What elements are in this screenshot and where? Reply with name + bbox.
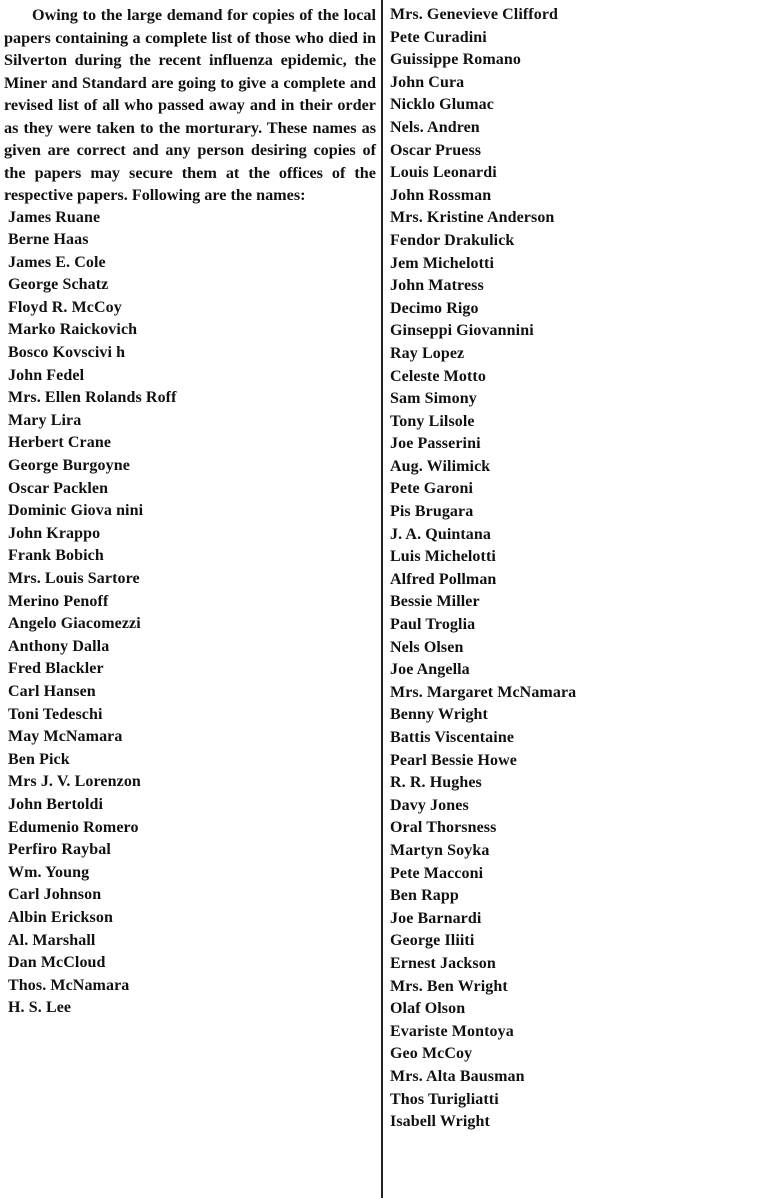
name-entry: John Bertoldi [8, 795, 104, 813]
name-entry: Ben Pick [8, 750, 70, 768]
name-entry: Guissippe Romano [390, 51, 521, 69]
name-entry: Evariste Montoya [390, 1022, 514, 1040]
name-entry: Alfred Pollman [390, 570, 497, 588]
left-column [4, 4, 376, 1020]
column-divider [381, 0, 383, 1198]
name-entry: Oscar Pruess [390, 141, 482, 159]
name-entry: Ray Lopez [390, 344, 465, 362]
name-entry: Thos. McNamara [8, 976, 130, 994]
name-entry: Wm. Young [8, 863, 90, 881]
name-entry: Sam Simony [390, 390, 477, 408]
name-entry: Isabell Wright [390, 1113, 490, 1131]
name-entry: Ginseppi Giovannini [390, 322, 534, 340]
name-entry: James Ruane [8, 208, 101, 226]
name-entry: Fred Blackler [8, 660, 104, 678]
name-entry: Aug. Wilimick [390, 457, 491, 475]
name-entry: Davy Jones [390, 796, 469, 814]
left-names-list [4, 207, 376, 1020]
name-entry: H. S. Lee [8, 999, 72, 1017]
name-entry: Mrs. Genevieve Clifford [390, 6, 559, 23]
name-entry: Fendor Drakulick [390, 231, 515, 249]
intro-paragraph [4, 4, 376, 207]
name-entry: Marko Raickovich [8, 321, 138, 339]
name-entry: Olaf Olson [390, 1000, 466, 1018]
name-entry: Oral Thorsness [390, 819, 497, 837]
name-entry: Bessie Miller [390, 593, 480, 611]
name-entry: Nels. Andren [390, 118, 480, 136]
name-entry: R. R. Hughes [390, 774, 482, 792]
name-entry: George Iliiti [390, 932, 475, 950]
name-entry: John Cura [390, 73, 465, 91]
right-names-list [388, 4, 760, 1134]
name-entry: Pis Brugara [390, 503, 474, 521]
name-entry: Tony Lilsole [390, 412, 475, 430]
name-entry: Paul Troglia [390, 616, 476, 634]
name-entry: Decimo Rigo [390, 299, 479, 317]
name-entry: Mrs. Ben Wright [390, 977, 508, 995]
name-entry: Herbert Crane [8, 434, 112, 452]
name-entry: John Krappo [8, 524, 101, 542]
name-entry: John Fedel [8, 366, 85, 384]
name-entry: George Schatz [8, 276, 109, 294]
name-entry: Perfiro Raybal [8, 841, 111, 859]
name-entry: Pete Garoni [390, 480, 474, 498]
right-column [388, 4, 760, 1134]
name-entry: Ernest Jackson [390, 954, 496, 972]
name-entry: Nicklo Glumac [390, 96, 494, 114]
name-entry: Louis Leonardi [390, 164, 497, 182]
name-entry: Bosco Kovscivi h [8, 344, 126, 362]
name-entry: Al. Marshall [8, 931, 96, 949]
name-entry: Benny Wright [390, 706, 488, 724]
name-entry: Pete Macconi [390, 864, 484, 882]
name-entry: Oscar Packlen [8, 479, 109, 497]
name-entry: Merino Penoff [8, 592, 109, 610]
intro-text: Owing to the large demand for copies of the local papers containing a complete list of those who died in Silverton during the recent influenza epidemic, the Miner and Standard are going to give a complete and revised list of all who passed away and in their order as they were taken to the morturary. These names as given are correct and any person desiring copies of the papers may secure them at the offices of the respective papers. Following are the names: [4, 6, 376, 204]
name-entry: Frank Bobich [8, 547, 104, 565]
name-entry: Mrs. Ellen Rolands Roff [8, 389, 177, 407]
name-entry: Angelo Giacomezzi [8, 615, 141, 633]
name-entry: Martyn Soyka [390, 841, 490, 859]
name-entry: Edumenio Romero [8, 818, 139, 836]
name-entry: James E. Cole [8, 253, 106, 271]
name-entry: Mrs. Margaret McNamara [390, 683, 577, 701]
name-entry: Celeste Motto [390, 367, 486, 385]
name-entry: Joe Angella [390, 661, 470, 679]
name-entry: J. A. Quintana [390, 525, 491, 543]
name-entry: Luis Michelotti [390, 548, 496, 566]
name-entry: Floyd R. McCoy [8, 298, 122, 316]
name-entry: Carl Hansen [8, 682, 96, 700]
name-entry: Nels Olsen [390, 638, 464, 656]
name-entry: Berne Haas [8, 231, 89, 249]
name-entry: Mrs J. V. Lorenzon [8, 773, 141, 791]
name-entry: Anthony Dalla [8, 637, 110, 655]
name-entry: Ben Rapp [390, 887, 459, 905]
name-entry: Dan McCloud [8, 954, 106, 972]
name-entry: Pearl Bessie Howe [390, 751, 517, 769]
name-entry: Thos Turigliatti [390, 1090, 499, 1108]
name-entry: Carl Johnson [8, 886, 102, 904]
name-entry: Pete Curadini [390, 28, 487, 46]
name-entry: Mrs. Louis Sartore [8, 570, 140, 587]
name-entry: John Matress [390, 277, 484, 295]
name-entry: Battis Viscentaine [390, 729, 515, 746]
name-entry: Mrs. Kristine Anderson [390, 209, 555, 227]
name-entry: Dominic Giova nini [8, 502, 144, 520]
name-entry: Toni Tedeschi [8, 705, 103, 723]
name-entry: Mrs. Alta Bausman [390, 1067, 525, 1085]
name-entry: Albin Erickson [8, 908, 113, 926]
name-entry: Mary Lira [8, 411, 82, 429]
name-entry: John Rossman [390, 186, 492, 204]
name-entry: Geo McCoy [390, 1045, 473, 1063]
name-entry: May McNamara [8, 728, 123, 746]
name-entry: George Burgoyne [8, 457, 130, 475]
name-entry: Joe Barnardi [390, 909, 482, 927]
name-entry: Jem Michelotti [390, 254, 495, 272]
name-entry: Joe Passerini [390, 435, 481, 453]
